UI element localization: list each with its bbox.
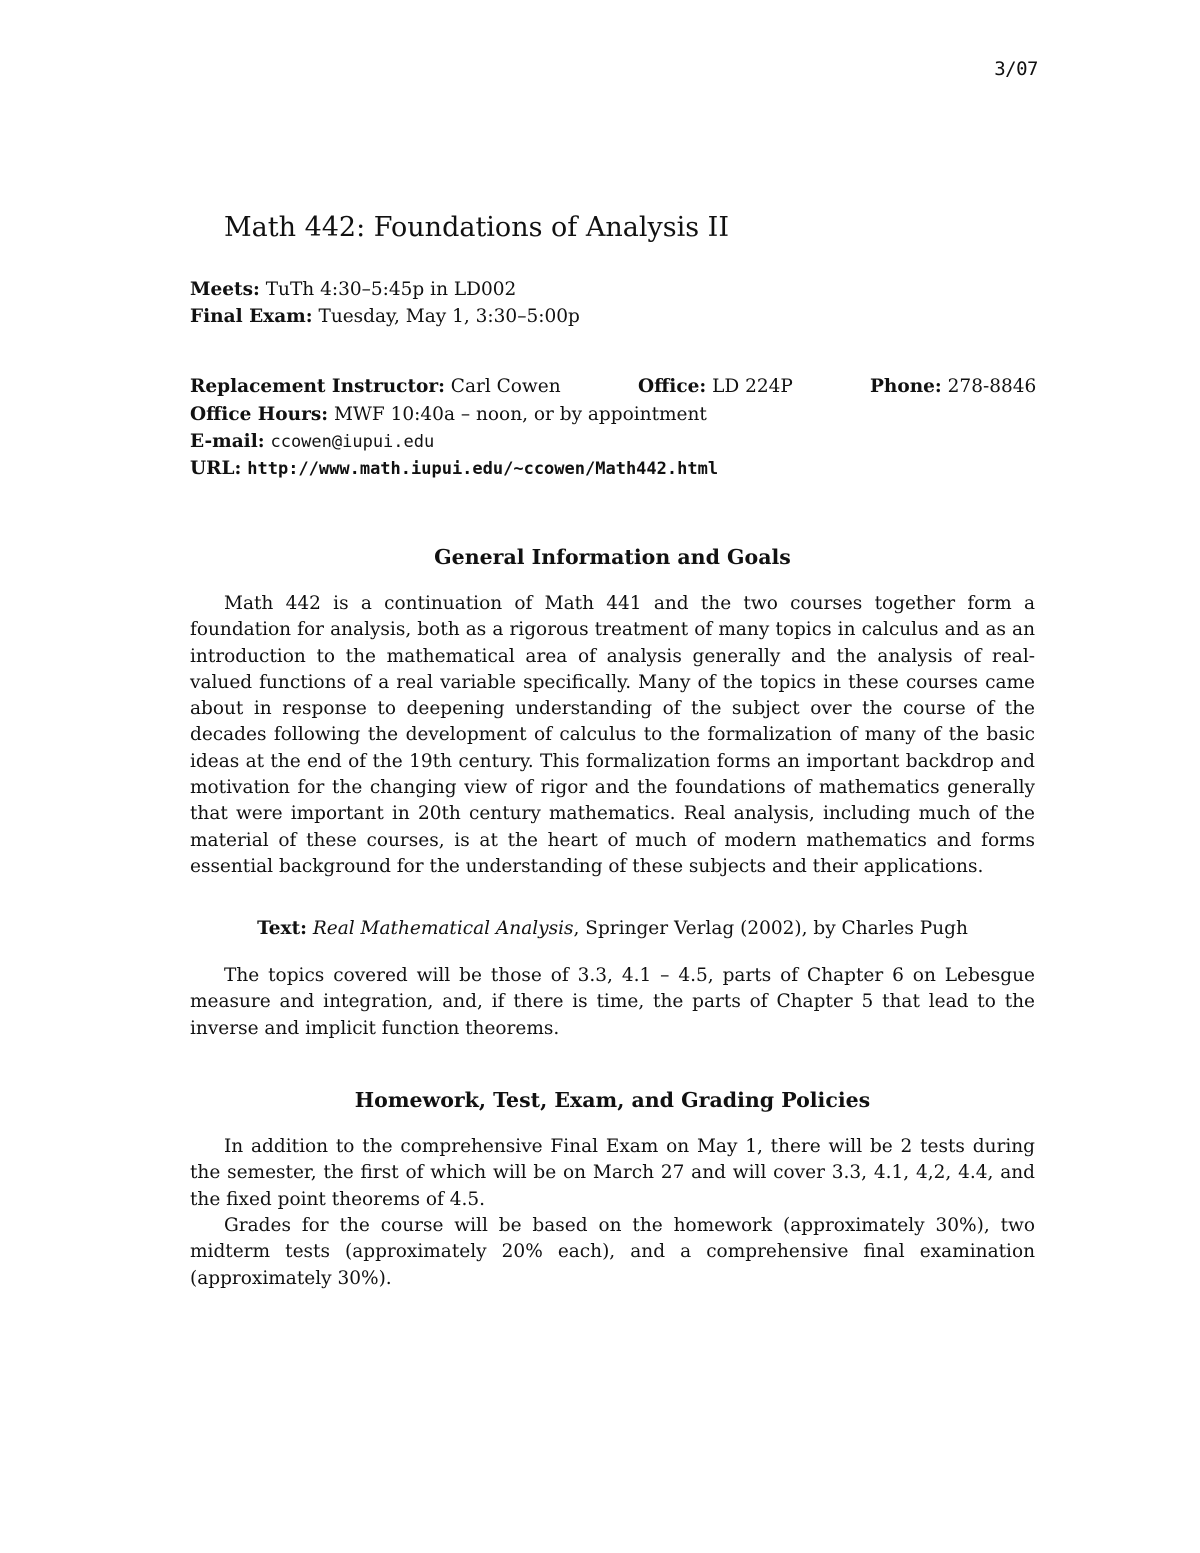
final-exam-label: Final Exam: bbox=[190, 306, 313, 327]
instructor-label: Replacement Instructor: bbox=[190, 376, 445, 397]
textbook-details: , Springer Verlag (2002), by Charles Pugh bbox=[573, 918, 968, 939]
office-hours-line bbox=[190, 404, 707, 425]
textbook-line bbox=[190, 918, 1035, 939]
meets-label: Meets: bbox=[190, 279, 260, 300]
general-info-paragraph: Math 442 is a continuation of Math 441 and the two courses together form a foundation for analysis, both as a rigorous treatment of many topics in calculus and as an introduction to the mathematical area of analysis generally and the analysis of real-valued functions of a real variable specifically. Many of the topics in these courses came about in response to deepening understanding of the subject over the course of the decades following the development of calculus to the formalization of many of the basic ideas at the end of the 19th century. This formalization forms an important backdrop and motivation for the changing view of rigor and the foundations of mathematics generally that were important in 20th century mathematics. Real analysis, including much of the material of these courses, is at the heart of much of modern mathematics and forms essential background for the understanding of these subjects and their applications. bbox=[190, 593, 1035, 877]
phone-label: Phone: bbox=[870, 376, 942, 397]
final-exam-value: Tuesday, May 1, 3:30–5:00p bbox=[318, 306, 580, 327]
grades-paragraph: Grades for the course will be based on the homework (approximately 30%), two midterm tests (approximately 20% each), and a comprehensive final examination (approximately 30%). bbox=[190, 1215, 1035, 1289]
topics-paragraph: The topics covered will be those of 3.3, 4.1 – 4.5, parts of Chapter 6 on Lebesgue measure and integration, and, if there is time, the parts of Chapter 5 that lead to the inverse and implicit function theorems. bbox=[190, 965, 1035, 1039]
grading-heading: Homework, Test, Exam, and Grading Policies bbox=[354, 1088, 871, 1112]
office-hours-label: Office Hours: bbox=[190, 404, 329, 425]
instructor-name: Carl Cowen bbox=[450, 376, 561, 397]
instructor-line bbox=[190, 376, 561, 397]
general-info-heading: General Information and Goals bbox=[434, 545, 791, 569]
course-url: http://www.math.iupui.edu/~ccowen/Math442.html bbox=[247, 459, 719, 479]
email-address: ccowen@iupui.edu bbox=[270, 432, 435, 452]
document-date: 3/07 bbox=[994, 58, 1038, 80]
course-title: Math 442: Foundations of Analysis II bbox=[224, 212, 729, 243]
office-info bbox=[638, 376, 793, 397]
url-label: URL: bbox=[190, 458, 242, 479]
final-exam-line bbox=[190, 306, 580, 327]
office-value: LD 224P bbox=[712, 376, 793, 397]
tests-paragraph: In addition to the comprehensive Final Exam on May 1, there will be 2 tests during the semester, the first of which will be on March 27 and will cover 3.3, 4.1, 4,2, 4.4, and the fixed point theorems of 4.5. bbox=[190, 1136, 1035, 1210]
office-label: Office: bbox=[638, 376, 707, 397]
text-label: Text: bbox=[257, 918, 307, 939]
phone-info bbox=[870, 376, 1036, 397]
phone-value: 278-8846 bbox=[947, 376, 1037, 397]
textbook-title: Real Mathematical Analysis bbox=[312, 918, 574, 939]
meets-line bbox=[190, 279, 516, 300]
url-line bbox=[190, 458, 718, 479]
email-label: E-mail: bbox=[190, 431, 265, 452]
email-line bbox=[190, 431, 434, 452]
meets-value: TuTh 4:30–5:45p in LD002 bbox=[265, 279, 517, 300]
office-hours-value: MWF 10:40a – noon, or by appointment bbox=[333, 404, 707, 425]
